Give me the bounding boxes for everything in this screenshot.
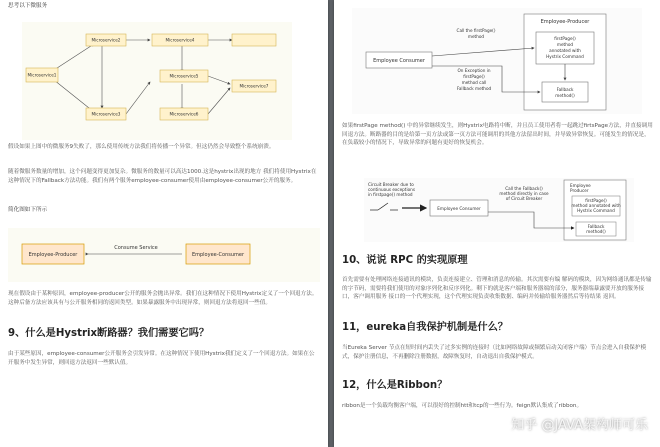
fallback-consumer-label: Employee Consumer: [373, 58, 425, 64]
svg-text:firstPage(): firstPage(): [463, 74, 485, 79]
watermark: 知乎 @JAVA架构师可乐: [511, 418, 648, 433]
svg-text:method call: method call: [461, 80, 487, 85]
svg-text:Hystrix Command: Hystrix Command: [577, 208, 615, 213]
svg-text:Fallback method: Fallback method: [456, 86, 492, 91]
svg-text:Fallback: Fallback: [587, 224, 605, 229]
fallback-method-box: [542, 82, 588, 102]
circuit-breaker-diagram: [364, 178, 634, 242]
right-paragraph-2: 首先需要有处理网络连接通讯的模块，负责连接建立、管理和消息的传输。其次需要有编 解码的模块，因为网络通讯都是传输的字节码，需要将我们使用的对象序列化和反序列化。剩下的就是客户端和服务器端的部分，服务器端暴露要开放的服务接口，客户调用服务 接口的一个代理实现，这个代理实现负责收集数据、编码并传输给服务器然后等待结果 返回。: [342, 277, 652, 301]
document-page-right: [334, 0, 660, 447]
paragraph-4: 由于某些原因，employee-consumer公开服务会引发异常。在这种情况下使用Hystrix我们定义了一个回退方法。如果在公开服务中发生异常，则回退方法返回一些默认值。: [8, 351, 315, 366]
svg-text:method(): method(): [555, 93, 575, 98]
svg-text:in firstpage() method: in firstpage() method: [368, 192, 413, 197]
paragraph-1: 假设如果上图中的微服务9失败了，那么使用传统方法我们将传播一个异常。但这仍然会导致整个系统崩溃。: [8, 144, 275, 150]
svg-text:annotated with: annotated with: [549, 48, 581, 53]
heading-11: 11，eureka自我保护机制是什么？: [342, 322, 508, 333]
svg-text:Producer: Producer: [570, 188, 589, 193]
producer-label: Employee-Producer: [28, 252, 78, 258]
consume-service-label: Consume Service: [114, 245, 158, 251]
svg-text:method: method: [556, 42, 574, 47]
node-label-4: Microservice4: [165, 37, 195, 43]
heading-12: 12，什么是Ribbon？: [342, 380, 448, 391]
heading-10: 10、说说 RPC 的实现原理: [342, 255, 468, 266]
simplified-diagram: [8, 228, 320, 282]
svg-text:method annotated with: method annotated with: [571, 203, 621, 208]
right-paragraph-4: ribbon是一个负载均衡客户端，可以很好的控制htt和tcp的一些行为。feign默认集成了ribbon。: [342, 403, 583, 409]
svg-text:of Circuit Breaker: of Circuit Breaker: [505, 196, 543, 201]
heading-9: 9、什么是Hystrix断路器？我们需要它吗？: [8, 328, 210, 339]
node-label-6: Microservice6: [169, 111, 199, 117]
svg-text:Circuit Breaker due to: Circuit Breaker due to: [368, 182, 414, 187]
node-label-1: Microservice1: [27, 72, 57, 78]
svg-text:Call the firstPage(): Call the firstPage(): [456, 28, 496, 33]
node-label-2: Microservice2: [91, 37, 121, 43]
svg-text:On Exception in: On Exception in: [457, 68, 491, 73]
circuit-consumer-label: Employee Consumer: [437, 206, 481, 211]
caption-simplified: 简化图如下所示: [8, 207, 48, 213]
right-paragraph-3: 当Eureka Server 节点在短时间内丢失了过多实例的连接时（比如网络故障或频繁启动关闭客户端）节点会进入自我保护模式，保护注册信息，不再删除注册数据，故障恢复时，自动退出自我保护模式。: [342, 345, 647, 360]
node-label-5: Microservice5: [169, 73, 199, 79]
document-page-left: [0, 0, 328, 447]
caption-top: 思考以下微服务: [8, 3, 48, 9]
svg-text:method: method: [467, 34, 485, 39]
svg-text:method(): method(): [586, 229, 606, 234]
node-label-7: Microservice7: [239, 83, 269, 89]
fallback-diagram: [352, 8, 642, 114]
svg-text:continuous exceptions: continuous exceptions: [368, 187, 416, 192]
fallback-producer-title: Employee-Producer: [540, 19, 590, 25]
svg-text:Employee: Employee: [570, 183, 591, 188]
svg-text:Call the Fallback(): Call the Fallback(): [505, 186, 543, 191]
paragraph-3: 现在假设由于某种原因，employee-producer公开的服务会抛出异常。我们在这种情况下使用Hystrix定义了一个回退方法。这种后备方法应该具有与公开服务相同的返回类型。如果暴露服务中出现异常，则回退方法将返回一些值。: [8, 291, 318, 306]
right-paragraph-1: 如果firstPage method() 中的异常继续发生，则Hystrix电路将中断，并且员工使用者将一起跳过firtsPage方法，并直接调用回退方法。断路器的目的是给第一页方法或第一页方法可能调用的其他方法留出时间，并导致异常恢复。可能发生的情况是，在负载较小的情况下，导致异常的问题有更好的恢复机会。: [342, 123, 653, 147]
paragraph-2: 随着微服务数量的增加，这个问题变得更加复杂。微服务的数量可以高达1000.这是hystrix出现的地方 我们将使用Hystrix在这种情况下的Fallback方法功能。我们有两个服务employee-consumer使用由employee-consumer公开的服务。: [8, 169, 317, 184]
node-label-3: Microservice3: [91, 111, 121, 117]
svg-text:Hystrix Command: Hystrix Command: [546, 54, 584, 59]
svg-text:method directly in case: method directly in case: [499, 191, 549, 196]
svg-text:firstPage(): firstPage(): [554, 36, 576, 41]
microservice-diagram: [22, 22, 292, 140]
consumer-label: Employee-Consumer: [191, 252, 245, 258]
svg-text:Fallback: Fallback: [556, 87, 574, 92]
svg-text:firstPage(): firstPage(): [585, 198, 607, 203]
